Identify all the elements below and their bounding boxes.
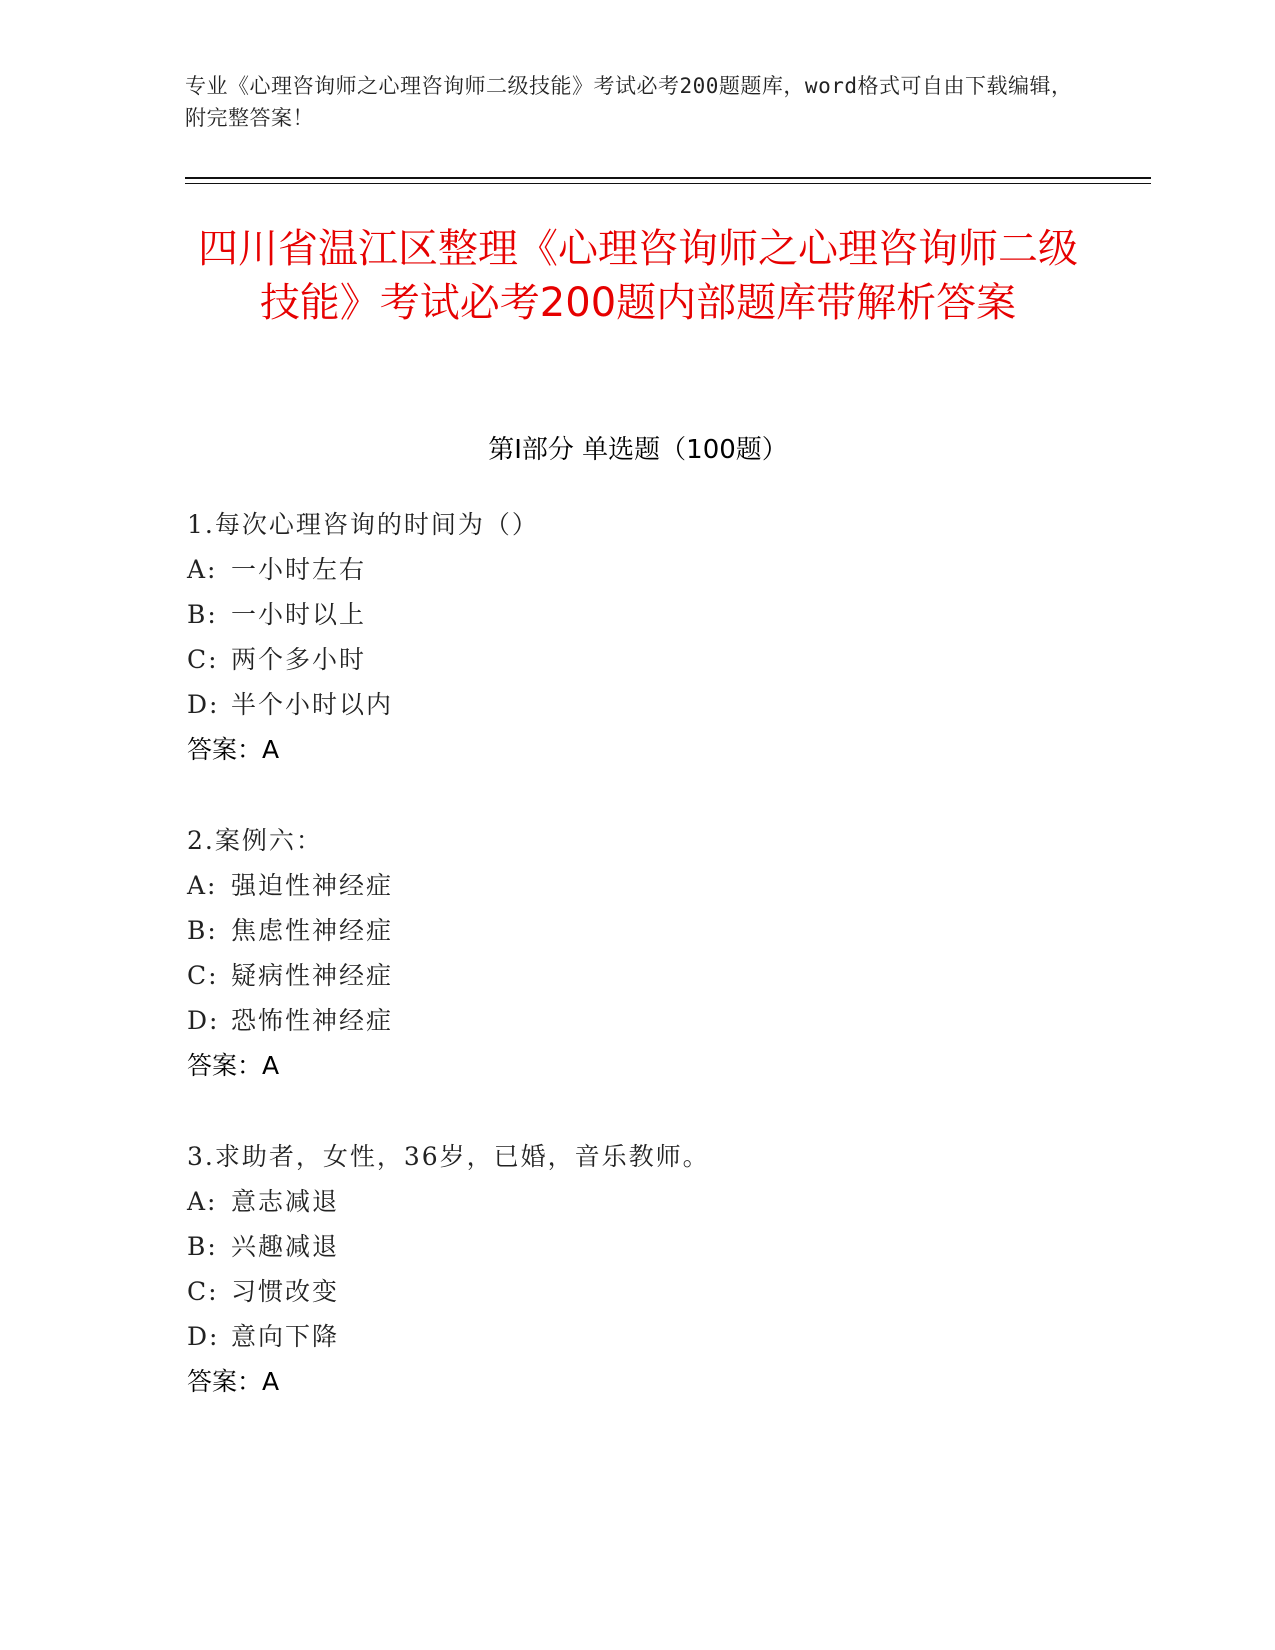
option-a [187, 863, 1087, 908]
option-d [187, 682, 1087, 727]
option-text: 习惯改变 [231, 1277, 340, 1306]
option-key: D: [187, 1322, 220, 1351]
option-key: B: [187, 916, 218, 945]
option-c [187, 1269, 1087, 1314]
option-key: A: [187, 555, 218, 584]
option-key: A: [187, 871, 218, 900]
option-a [187, 1179, 1087, 1224]
option-c [187, 637, 1087, 682]
option-b [187, 592, 1087, 637]
answer-line: 答案：A [187, 1051, 280, 1080]
option-key: B: [187, 600, 218, 629]
option-d [187, 1314, 1087, 1359]
option-text: 一小时以上 [231, 600, 367, 629]
question-stem: 1.每次心理咨询的时间为（） [187, 510, 539, 539]
header-rule-thick [185, 177, 1151, 179]
option-b [187, 1224, 1087, 1269]
question-2 [187, 818, 1087, 1088]
option-d [187, 998, 1087, 1043]
option-text: 恐怖性神经症 [231, 1006, 394, 1035]
option-text: 一小时左右 [231, 555, 367, 584]
option-text: 焦虑性神经症 [231, 916, 394, 945]
option-text: 兴趣减退 [231, 1232, 340, 1261]
section-title: 第I部分 单选题（100题） [488, 435, 788, 465]
option-key: B: [187, 1232, 218, 1261]
answer-line: 答案：A [187, 735, 280, 764]
document-title: 四川省温江区整理《心理咨询师之心理咨询师二级技能》考试必考200题内部题库带解析答案 [198, 226, 1078, 326]
option-a [187, 547, 1087, 592]
answer-line: 答案：A [187, 1367, 280, 1396]
option-key: C: [187, 1277, 219, 1306]
question-3 [187, 1134, 1087, 1404]
option-key: D: [187, 690, 220, 719]
option-key: C: [187, 961, 219, 990]
option-b [187, 908, 1087, 953]
question-stem: 3.求助者，女性，36岁，已婚，音乐教师。 [187, 1142, 710, 1171]
question-stem: 2.案例六： [187, 826, 323, 855]
option-key: D: [187, 1006, 220, 1035]
option-key: A: [187, 1187, 218, 1216]
header-note: 专业《心理咨询师之心理咨询师二级技能》考试必考200题题库，word格式可自由下载编辑，附完整答案！ [185, 74, 1073, 130]
option-key: C: [187, 645, 219, 674]
option-text: 意志减退 [231, 1187, 340, 1216]
option-text: 半个小时以内 [231, 690, 394, 719]
header-rule-thin [185, 183, 1151, 184]
option-text: 意向下降 [231, 1322, 340, 1351]
question-1 [187, 502, 1087, 772]
option-text: 两个多小时 [231, 645, 367, 674]
option-text: 疑病性神经症 [231, 961, 394, 990]
option-c [187, 953, 1087, 998]
option-text: 强迫性神经症 [231, 871, 394, 900]
